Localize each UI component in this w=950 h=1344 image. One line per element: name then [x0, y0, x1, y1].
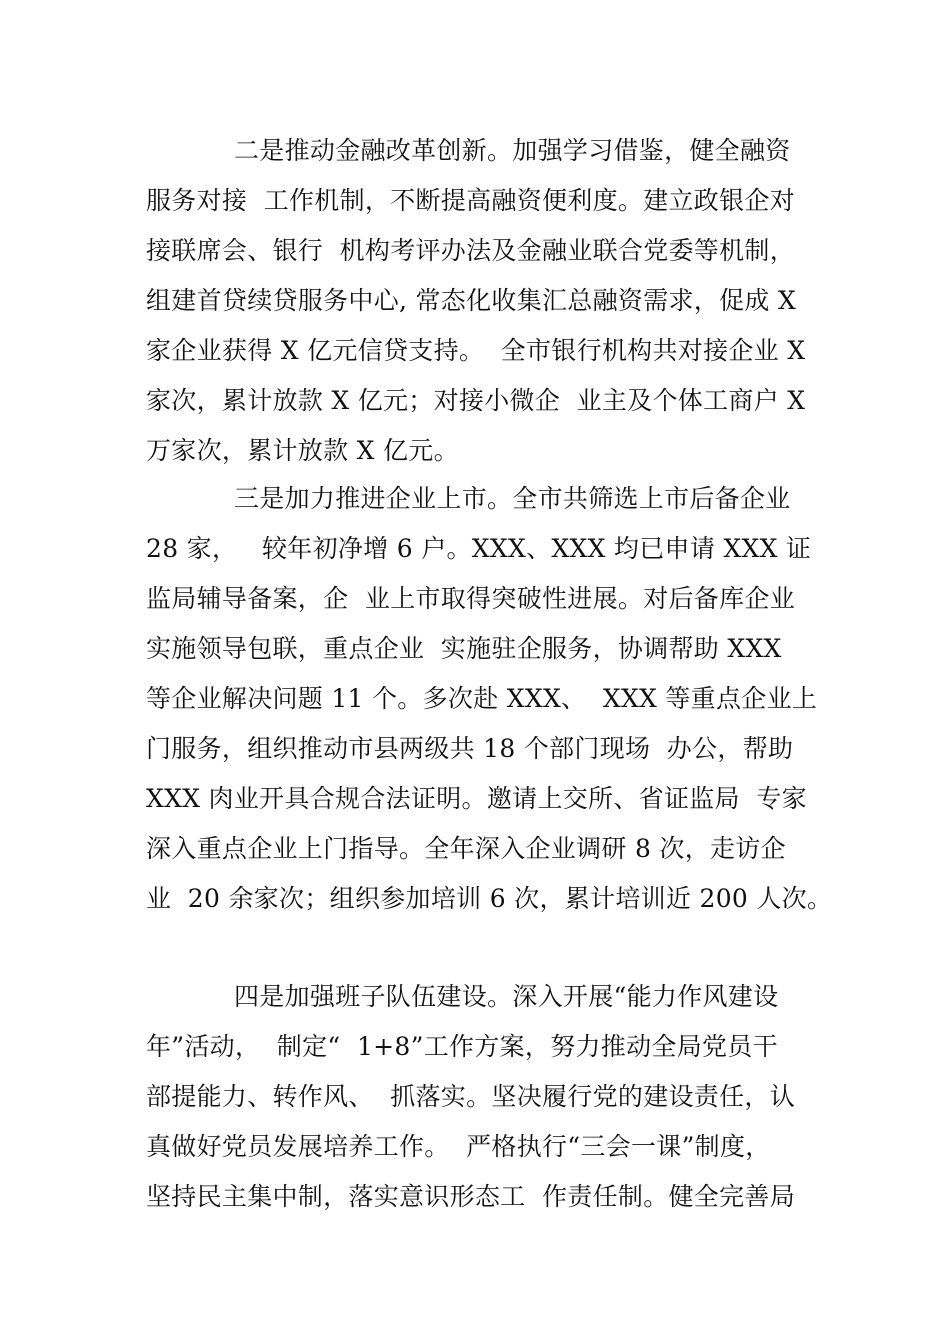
- paragraph-line: 接联席会、银行 机构考评办法及金融业联合党委等机制，: [146, 236, 795, 265]
- paragraph-financial-reform: [146, 126, 816, 476]
- paragraph-line: 监局辅导备案，企 业上市取得突破性进展。对后备库企业: [146, 584, 795, 613]
- paragraph-line: 28 家， 较年初净增 6 户。XXX、XXX 均已申请 XXX 证: [146, 534, 812, 563]
- paragraph-line: 门服务，组织推动市县两级共 18 个部门现场 办公，帮助: [146, 734, 794, 763]
- paragraph-line: 实施领导包联，重点企业 实施驻企服务，协调帮助 XXX: [146, 634, 782, 663]
- paragraph-line: 年”活动， 制定“ 1+8”工作方案，努力推动全局党员干: [146, 1032, 778, 1061]
- paragraph-line: 二是推动金融改革创新。加强学习借鉴，健全融资: [234, 136, 791, 165]
- paragraph-line: 四是加强班子队伍建设。深入开展“能力作风建设: [234, 982, 779, 1011]
- paragraph-line: 业 20 余家次；组织参加培训 6 次，累计培训近 200 人次。: [146, 884, 833, 913]
- paragraph-line: 部提能力、转作风、 抓落实。坚决履行党的建设责任，认: [146, 1082, 795, 1111]
- paragraph-line: 三是加力推进企业上市。全市共筛选上市后备企业: [234, 484, 791, 513]
- paragraph-line: 家企业获得 X 亿元信贷支持。 全市银行机构共对接企业 X: [146, 336, 806, 365]
- paragraph-line: 万家次，累计放款 X 亿元。: [146, 436, 459, 465]
- paragraph-line: 坚持民主集中制，落实意识形态工 作责任制。健全完善局: [146, 1182, 795, 1211]
- paragraph-line: 家次，累计放款 X 亿元；对接小微企 业主及个体工商户 X: [146, 386, 806, 415]
- paragraph-team-building: [146, 972, 816, 1222]
- paragraph-line: 服务对接 工作机制，不断提高融资便利度。建立政银企对: [146, 186, 795, 215]
- paragraph-line: XXX 肉业开具合规合法证明。邀请上交所、省证监局 专家: [146, 784, 807, 813]
- paragraph-enterprise-listing: [146, 474, 833, 924]
- paragraph-line: 等企业解决问题 11 个。多次赴 XXX、 XXX 等重点企业上: [146, 684, 818, 713]
- paragraph-line: 组建首贷续贷服务中心, 常态化收集汇总融资需求，促成 X: [146, 286, 797, 315]
- paragraph-line: 深入重点企业上门指导。全年深入企业调研 8 次，走访企: [146, 834, 786, 863]
- paragraph-line: 真做好党员发展培养工作。 严格执行“三会一课”制度，: [146, 1132, 771, 1161]
